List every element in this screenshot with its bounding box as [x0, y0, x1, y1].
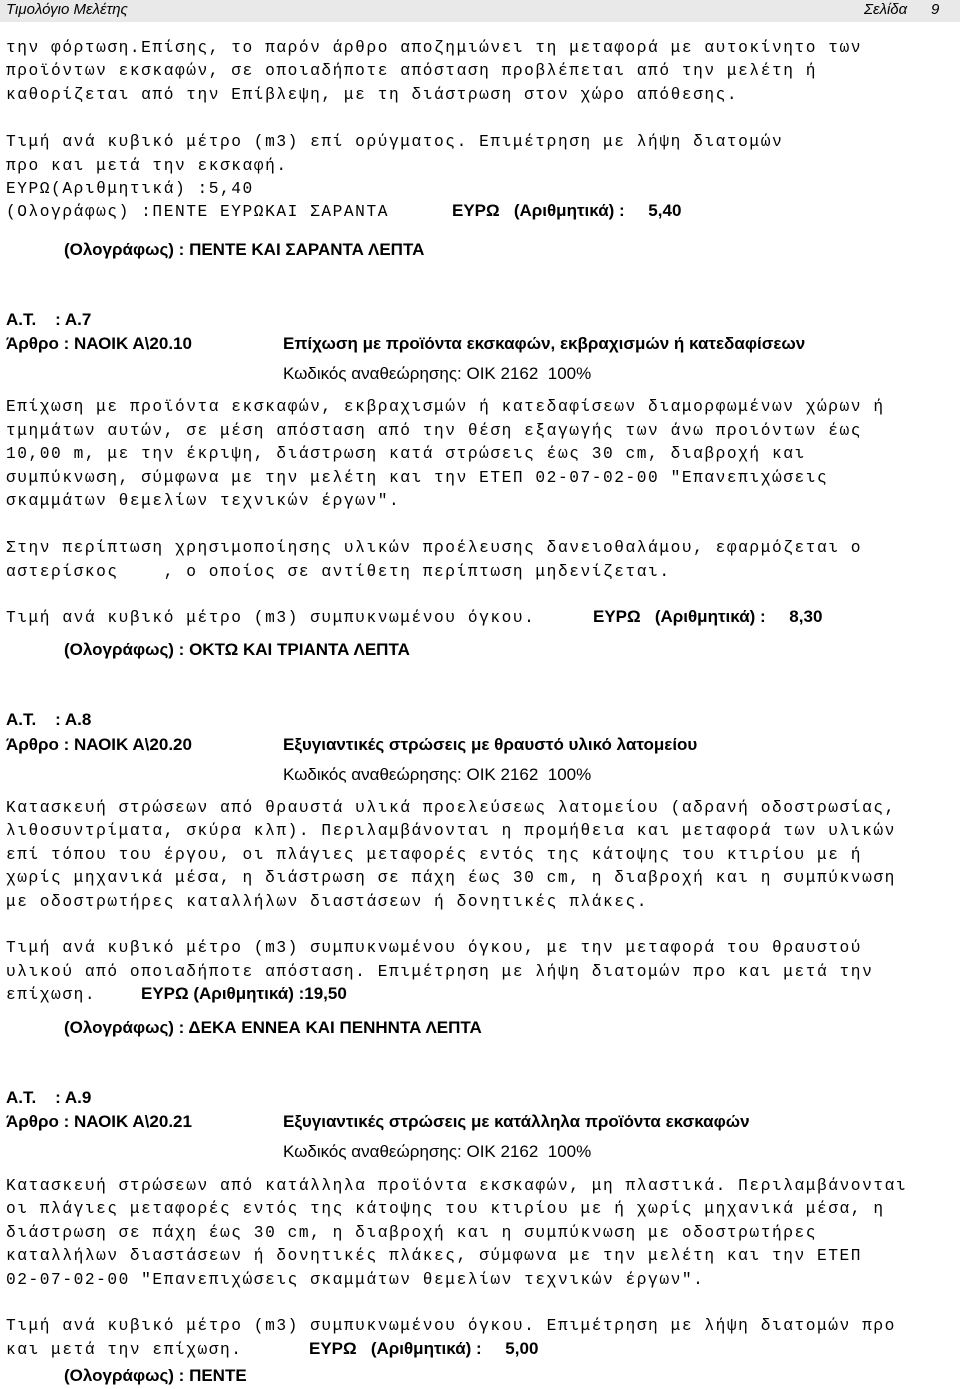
article-at-number: Α.Τ. : Α.9	[6, 1088, 92, 1107]
paragraph-line: την φόρτωση.Επίσης, το παρόν άρθρο αποζημιώνει τη μεταφορά με αυτοκίνητο των	[6, 39, 863, 57]
paragraph-line: Επίχωση με προϊόντα εκσκαφών, εκβραχισμών ή κατεδαφίσεων διαμορφωμένων χώρων ή	[6, 398, 885, 416]
revision-code: Κωδικός αναθεώρησης: ΟΙΚ 2162 100%	[283, 765, 592, 784]
document-title: Τιμολόγιο Μελέτης	[6, 1, 128, 18]
euro-numeric: ΕΥΡΩ (Αριθμητικά) : 5,40	[452, 201, 682, 220]
paragraph-line: καταλλήλων διαστάσεων ή δονητικές πλάκες, σύμφωνα με την μελέτη και την ΕΤΕΠ	[6, 1247, 863, 1265]
revision-code: Κωδικός αναθεώρησης: ΟΙΚ 2162 100%	[283, 364, 592, 383]
euro-numeric: ΕΥΡΩ (Αριθμητικά) :19,50	[141, 984, 347, 1003]
paragraph-line: προϊόντων εκσκαφών, σε οποιαδήποτε απόσταση προβλέπεται από την μελέτη ή	[6, 62, 818, 80]
page-label: Σελίδα	[864, 1, 908, 18]
price-words-line: (Ολογράφως) :ΠΕΝΤΕ ΕΥΡΩΚΑΙ ΣΑΡΑΝΤΑ	[6, 203, 389, 221]
paragraph-line: λιθοσυντρίματα, σκύρα κλπ). Περιλαμβάνονται η προμήθεια και μεταφορά των υλικών	[6, 822, 896, 840]
article-code: Άρθρο : ΝΑΟΙΚ Α\20.21	[6, 1112, 192, 1131]
page-number: 9	[931, 1, 940, 18]
euro-numeric: ΕΥΡΩ (Αριθμητικά) : 8,30	[593, 607, 823, 626]
paragraph-line: συμπύκνωση, σύμφωνα με την μελέτη και την ΕΤΕΠ 02-07-02-00 "Επανεπιχώσεις	[6, 469, 829, 487]
paragraph-line: επί τόπου του έργου, οι πλάγιες μεταφορές εντός της κάτοψης του κτιρίου με ή	[6, 846, 863, 864]
paragraph-line: τμημάτων αυτών, σε μέση απόσταση από την θέση εξαγωγής των άνω προιόντων έως	[6, 422, 863, 440]
price-description-line: Τιμή ανά κυβικό μέτρο (m3) συμπυκνωμένου όγκου, με την μεταφορά του θραυστού	[6, 939, 863, 957]
revision-code: Κωδικός αναθεώρησης: ΟΙΚ 2162 100%	[283, 1142, 592, 1161]
price-description-line: Τιμή ανά κυβικό μέτρο (m3) επί ορύγματος. Επιμέτρηση με λήψη διατομών	[6, 133, 784, 151]
note-line: Στην περίπτωση χρησιμοποίησης υλικών προέλευσης δανειοθαλάμου, εφαρμόζεται ο	[6, 539, 863, 557]
paragraph-line: με οδοστρωτήρες καταλλήλων διαστάσεων ή δονητικές πλάκες.	[6, 893, 649, 911]
article-title: Επίχωση με προϊόντα εκσκαφών, εκβραχισμών ή κατεδαφίσεων	[283, 334, 806, 353]
paragraph-line: σκαμμάτων θεμελίων τεχνικών έργων".	[6, 492, 401, 510]
price-description-line: Τιμή ανά κυβικό μέτρο (m3) συμπυκνωμένου όγκου. Επιμέτρηση με λήψη διατομών προ	[6, 1317, 896, 1335]
euro-numeric: ΕΥΡΩ (Αριθμητικά) : 5,00	[309, 1339, 539, 1358]
article-code: Άρθρο : ΝΑΟΙΚ Α\20.20	[6, 735, 192, 754]
euro-words: (Ολογράφως) : ΠΕΝΤΕ ΚΑΙ ΣΑΡΑΝΤΑ ΛΕΠΤΑ	[64, 240, 425, 259]
price-numeric-line: ΕΥΡΩ(Αριθμητικά) :5,40	[6, 180, 254, 198]
paragraph-line: Κατασκευή στρώσεων από κατάλληλα προϊόντα εκσκαφών, μη πλαστικά. Περιλαμβάνονται	[6, 1177, 908, 1195]
euro-words: (Ολογράφως) : ΟΚΤΩ ΚΑΙ ΤΡΙΑΝΤΑ ΛΕΠΤΑ	[64, 640, 410, 659]
price-description-line: και μετά την επίχωση.	[6, 1341, 243, 1359]
paragraph-line: διάστρωση σε πάχη έως 30 cm, η διαβροχή και η συμπύκνωση με οδοστρωτήρες	[6, 1224, 818, 1242]
price-description-line: υλικού από οποιαδήποτε απόσταση. Επιμέτρηση με λήψη διατομών προ και μετά την	[6, 963, 874, 981]
paragraph-line: 02-07-02-00 "Επανεπιχώσεις σκαμμάτων θεμελίων τεχνικών έργων".	[6, 1271, 705, 1289]
article-code: Άρθρο : ΝΑΟΙΚ Α\20.10	[6, 334, 192, 353]
article-at-number: Α.Τ. : Α.7	[6, 310, 92, 329]
article-title: Εξυγιαντικές στρώσεις με κατάλληλα προϊόντα εκσκαφών	[283, 1112, 750, 1131]
euro-words: (Ολογράφως) : ΔΕΚΑ ΕΝΝΕΑ ΚΑΙ ΠΕΝΗΝΤΑ ΛΕΠΤΑ	[64, 1018, 482, 1037]
note-line: αστερίσκος , ο οποίος σε αντίθετη περίπτωση μηδενίζεται.	[6, 563, 671, 581]
article-title: Εξυγιαντικές στρώσεις με θραυστό υλικό λατομείου	[283, 735, 698, 754]
page-header	[0, 0, 960, 22]
paragraph-line: 10,00 m, με την έκριψη, διάστρωση κατά στρώσεις έως 30 cm, διαβροχή και	[6, 445, 806, 463]
article-at-number: Α.Τ. : Α.8	[6, 710, 92, 729]
price-description-line: προ και μετά την εκσκαφή.	[6, 157, 288, 175]
paragraph-line: καθορίζεται από την Επίβλεψη, με τη διάστρωση στον χώρο απόθεσης.	[6, 86, 739, 104]
euro-words: (Ολογράφως) : ΠΕΝΤΕ	[64, 1366, 247, 1385]
paragraph-line: Κατασκευή στρώσεων από θραυστά υλικά προελεύσεως λατομείου (αδρανή οδοστρωσίας,	[6, 799, 896, 817]
price-description-line: Τιμή ανά κυβικό μέτρο (m3) συμπυκνωμένου όγκου.	[6, 609, 536, 627]
price-description-line: επίχωση.	[6, 986, 97, 1004]
paragraph-line: οι πλάγιες μεταφορές εντός της κάτοψης του κτιρίου με ή χωρίς μηχανικά μέσα, η	[6, 1200, 885, 1218]
paragraph-line: χωρίς μηχανικά μέσα, η διάστρωση σε πάχη έως 30 cm, η διαβροχή και η συμπύκνωση	[6, 869, 896, 887]
